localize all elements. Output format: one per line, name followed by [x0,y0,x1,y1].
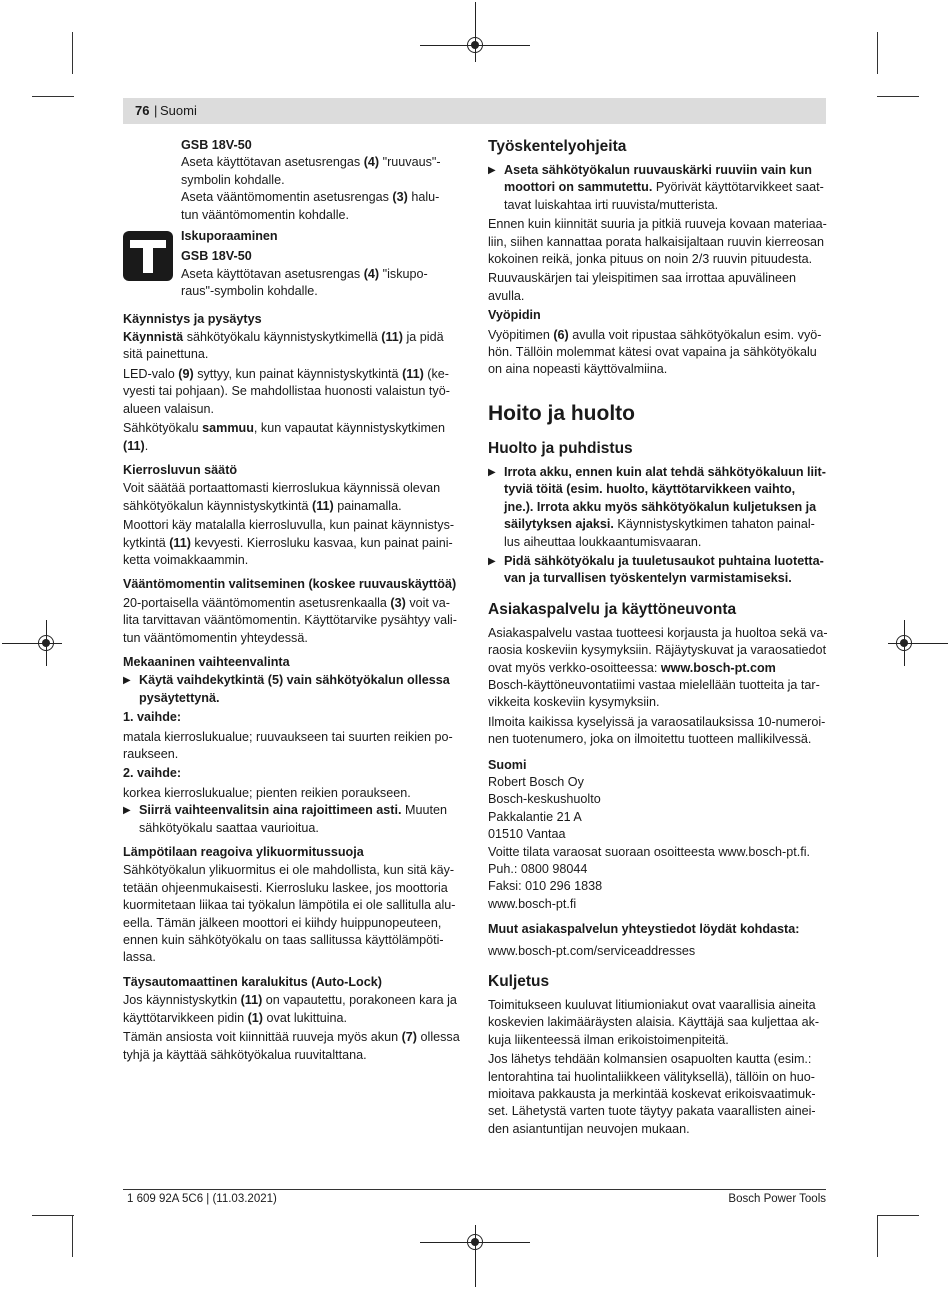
section-heading: Mekaaninen vaihteenvalinta [123,654,290,669]
text-line: Jos käynnistyskytkin (11) on vapautettu, porakoneen kara ja [123,993,457,1008]
section-heading: Vääntömomentin valitseminen (koskee ruuvauskäyttöä) [123,577,457,592]
page-number: 76 [135,103,150,118]
text-line: kytkintä (11) kevyesti. Kierrosluku kasvaa, kun painat paini- [123,535,453,550]
text-line: Bosch-käyttöneuvontatiimi vastaa mielellään tuotteita ja tar- [488,677,820,692]
gear-heading: 1. vaihde: [123,710,182,725]
text-line: kokoinen reikä, jonka pituus on noin 2/3 ruuvin pituudesta. [488,252,813,267]
text-line: hön. Tällöin molemmat kätesi ovat vapaina ja sähkötyökalu [488,345,817,360]
text-line: Asiakaspalvelu vastaa tuotteesi korjausta ja huoltoa sekä va- [488,625,828,640]
bullet-arrow-icon: ▶ [488,466,496,478]
crop-mark [72,32,73,74]
country-heading: Suomi [488,757,527,772]
bullet-item: ▶ Pidä sähkötyökalu ja tuuletusaukot puhtaina luotetta- van ja turvallisen työskentelyn varmistamiseksi. [488,553,824,586]
text-line: Jos lähetys tehdään kolmansien osapuolten kautta (esim.: [488,1052,812,1067]
bullet-arrow-icon: ▶ [123,675,131,687]
register-target-icon [467,1234,483,1250]
section-heading: Huolto ja puhdistus [488,439,633,457]
bullet-arrow-icon: ▶ [123,805,131,817]
section-heading: Kierrosluvun säätö [123,462,238,477]
section-heading: Työskentelyohjeita [488,138,627,155]
text-line: matala kierroslukualue; ruuvaukseen tai suurten reikien po- [123,729,453,744]
register-target-icon [896,635,912,651]
bullet-arrow-icon: ▶ [488,555,496,567]
text-line: LED-valo (9) syttyy, kun painat käynnistyskytkintä (11) (ke- [123,366,449,381]
address-line: Voitte tilata varaosat suoraan osoitteesta www.bosch-pt.fi. [488,844,811,859]
text-line: tun vääntömomentin kohdalle. [181,207,350,222]
bullet-item: ▶ Käytä vaihdekytkintä (5) vain sähkötyökalun ollessa pysäytettynä. [123,673,450,705]
register-target-icon [467,37,483,53]
hammer-drill-icon [123,231,173,281]
text-line: Ruuvauskärjen tai yleispitimen saa irrottaa apuvälineen [488,271,797,286]
text-line: sitä painettuna. [123,347,209,362]
section-heading: Asiakaspalvelu ja käyttöneuvonta [488,600,737,618]
text-line: lita tarvittavan vääntömomentin. Käyttötarvike pysähtyy vali- [123,613,457,628]
footer-brand: Bosch Power Tools [728,1193,826,1205]
text-line: Aseta vääntömomentin asetusrengas (3) halu- [181,190,440,205]
text-line: tetään ohjeenmukaisesti. Kierrosluku laskee, jos moottoria [123,880,448,895]
address-line: Pakkalantie 21 A [488,809,582,824]
text-line: raukseen. [123,747,179,761]
text-line: lentorahtina tai huolintaliikkeen välityksellä), tällöin on huo- [488,1069,815,1084]
address-line: Robert Bosch Oy [488,774,584,789]
text-line: (11). [123,438,149,453]
text-line: nen tuotenumero, joka on ilmoitettu tuotteen mallikilvessä. [488,732,812,747]
section-heading: Kuljetus [488,973,550,991]
crop-mark [877,96,919,97]
bullet-item: ▶ Irrota akku, ennen kuin alat tehdä sähkötyökaluun liit- tyviä töitä (esim. huolto, käyttötarvikkeen vaihto, jne.). Irrota akku myös sähkötyökalun kuljetuksen ja säilytyksen ajaksi. Käynnistyskytkimen tahaton painal- lus aiheuttaa loukkaantumisvaaran. [488,464,826,549]
text-line: Käynnistä sähkötyökalu käynnistyskytkimellä (11) ja pidä [123,330,444,345]
text-line: korkea kierroslukualue; pienten reikien poraukseen. [123,785,411,800]
footer-doc-number: 1 609 92A 5C6 | (11.03.2021) [127,1193,277,1205]
text-line: raosia koskeviin kysymyksiin. Räjäytyskuvat ja varaosatiedot [488,643,827,658]
left-column [123,137,463,1064]
crop-mark [877,32,878,74]
text-line: ennen kuin sähkötyökalu on taas sallitussa käyttölämpöti- [123,933,444,948]
footer-divider [123,1189,826,1190]
bullet-item: ▶ Siirrä vaihteenvalitsin aina rajoittimeen asti. Muuten sähkötyökalu saattaa vaurioitua. [123,803,447,835]
text-line: liin, siihen kannattaa porata halkaisijaltaan ruuvin kierreosan [488,234,825,249]
crop-mark [877,1215,878,1257]
crop-mark [32,1215,74,1216]
text-line: koskevien lakimääräysten alaisia. Käyttäjä saa kuljettaa ak- [488,1015,820,1030]
text-line: 20-portaisella vääntömomentin asetusrenkaalla (3) voit va- [123,595,450,610]
text-line: raus"-symbolin kohdalle. [181,284,318,299]
text-line: ketta voimakkaammin. [123,552,249,567]
mode-title: Iskuporaaminen [181,229,278,244]
header-language: Suomi [160,103,197,118]
model-title: GSB 18V-50 [181,138,252,152]
section-heading: Täysautomaattinen karalukitus (Auto-Lock) [123,974,382,989]
text-line: käyttötarvikkeen pidin (1) ovat lukittuina. [123,1010,348,1025]
text-line: Aseta käyttötavan asetusrengas (4) "iskupo- [181,266,428,281]
fax-line: Faksi: 010 296 1838 [488,879,603,894]
text-line: Voit säätää portaattomasti kierroslukua käynnissä olevan [123,481,441,496]
text-line: Ilmoita kaikissa kyselyissä ja varaosatilauksissa 10-numeroi- [488,714,826,729]
phone-line: Puh.: 0800 98044 [488,862,588,876]
text-line: on aina nopeasti käyttövalmiina. [488,362,668,377]
text-line: kuormitetaan liikaa tai työkalun lämpötila ei ole sallitulla alu- [123,898,456,913]
text-line: Vyöpitimen (6) avulla voit ripustaa sähkötyökalun esim. vyö- [488,327,822,342]
crop-mark [72,1215,73,1257]
chapter-heading: Hoito ja huolto [488,401,635,425]
text-line: Ennen kuin kiinnität suuria ja pitkiä ruuveja kovaan materiaa- [488,217,827,232]
text-line: ovat myös verkko-osoitteessa: www.bosch-pt.com [488,660,776,675]
page-header [123,98,826,124]
text-line: vikkeita koskeviin kysymyksiin. [488,695,660,710]
text-line: Sähkötyökalu sammuu, kun vapautat käynnistyskytkimen [123,421,446,436]
section-heading: Käynnistys ja pysäytys [123,311,262,326]
text-line: tyhjä ja käyttää sähkötyökalua ruuvitalttana. [123,1047,367,1062]
bullet-arrow-icon: ▶ [488,165,496,176]
subsection-heading: Vyöpidin [488,308,541,323]
text-line: mioitava pakkausta ja merkintää koskevat erikoisvaatimuk- [488,1087,816,1102]
text-line: tun vääntömomentin yhteydessä. [123,630,308,645]
address-line: 01510 Vantaa [488,827,566,842]
text-line: Moottori käy matalalla kierrosluvulla, kun painat käynnistys- [123,518,455,533]
bullet-item: ▶ Aseta sähkötyökalun ruuvauskärki ruuviin vain kun moottori on sammutettu. Pyörivät käyttötarvikkeet saat- tavat luiskahtaa irti ruuvista/mutterista. [488,163,824,212]
address-line: Bosch-keskushuolto [488,792,601,807]
text-line: set. Lähetystä varten tuote täytyy pakata vaarallisten ainei- [488,1104,816,1119]
right-column [488,137,828,1138]
register-target-icon [38,635,54,651]
text-line: Tämän ansiosta voit kiinnittää ruuveja myös akun (7) ollessa [123,1030,460,1045]
text-line: alueen valaisun. [123,401,215,416]
text-line: sähkötyökalun käynnistyskytkintä (11) painamalla. [123,498,402,513]
model-title: GSB 18V-50 [181,249,252,264]
text-line: Toimitukseen kuuluvat litiumioniakut ovat vaarallisia aineita [488,998,816,1013]
website-link[interactable]: www.bosch-pt.fi [488,896,577,911]
header-separator: | [154,103,158,118]
text-line: avulla. [488,288,525,303]
contact-heading: Muut asiakaspalvelun yhteystiedot löydät kohdasta: [488,922,800,937]
service-addresses-link[interactable]: www.bosch-pt.com/serviceaddresses [488,943,696,958]
gear-heading: 2. vaihde: [123,766,182,781]
text-line: Aseta käyttötavan asetusrengas (4) "ruuvaus"- [181,155,441,170]
text-line: den asiantuntijan neuvojen mukaan. [488,1121,690,1136]
register-mark [475,2,476,62]
text-line: symbolin kohdalle. [181,172,285,187]
text-line: kuja liikenteessä ilman erikoistoimenpiteitä. [488,1032,729,1047]
text-line: Sähkötyökalun ylikuormitus ei ole mahdollista, kun sitä käy- [123,863,455,878]
text-line: lassa. [123,950,156,965]
text-line: vyesti tai pohjaan). Se mahdollistaa huonosti valaistun työ- [123,384,450,399]
section-heading: Lämpötilaan reagoiva ylikuormitussuoja [123,845,364,860]
website-link[interactable]: www.bosch-pt.com [660,660,776,675]
crop-mark [32,96,74,97]
crop-mark [877,1215,919,1216]
text-line: eella. Tämän jälkeen moottori ei kiihdy huippunopeuteen, [123,915,442,930]
